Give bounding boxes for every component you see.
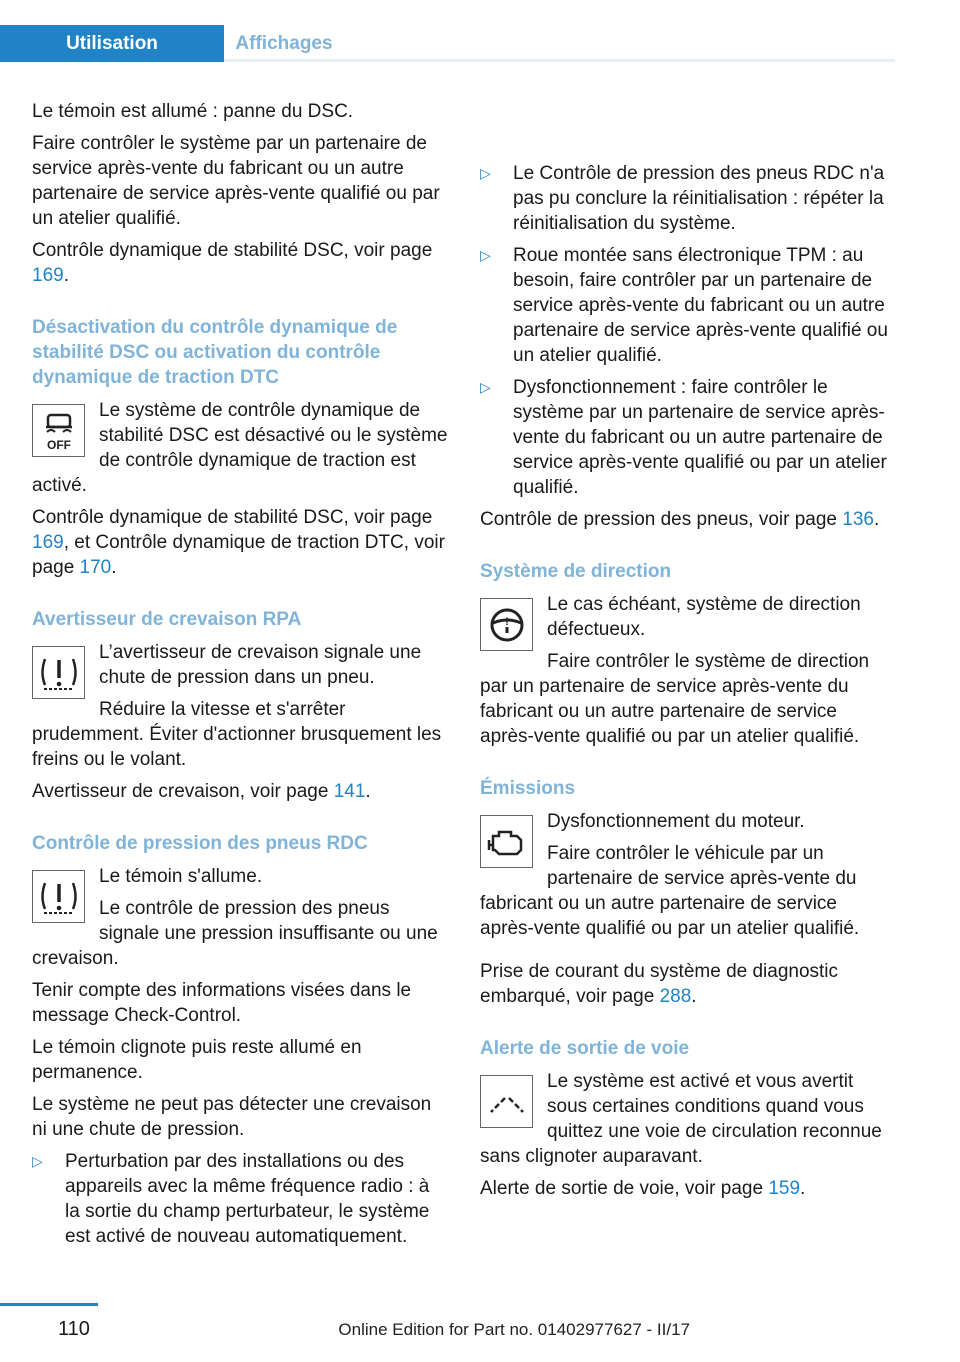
tab-affichages[interactable]: Affichages: [235, 33, 333, 54]
paragraph: Le témoin s'allume.: [99, 866, 263, 887]
tire-pressure-warning-icon: [32, 646, 85, 699]
paragraph: Faire contrôler le système par un partenaire de service après-vente du fabricant ou un autre partenaire de service après-vente qualifié ou par un atelier qualifié.: [32, 133, 440, 229]
engine-warning-icon: [480, 815, 533, 868]
tab-underline: [224, 59, 895, 62]
paragraph: Le système ne peut pas détecter une crevaison ni une chute de pression.: [32, 1094, 432, 1140]
triangle-bullet-icon: ▷: [480, 379, 491, 395]
paragraph: Le système est activé et vous avertit sous certaines conditions quand vous quittez une voie de circulation reconnue sans clignoter auparavant.: [480, 1071, 882, 1167]
triangle-bullet-icon: ▷: [480, 247, 491, 263]
paragraph: Le contrôle de pression des pneus signale une pression insuffisante ou une crevaison.: [32, 898, 438, 969]
bullet-list: [32, 1149, 448, 1249]
page-link[interactable]: 169: [32, 532, 64, 553]
dsc-off-icon: [32, 404, 85, 457]
paragraph: Faire contrôler le véhicule par un partenaire de service après-vente du fabricant ou un autre partenaire de service après-vente qualifié ou par un atelier qualifié.: [480, 843, 860, 939]
edition-note: Online Edition for Part no. 01402977627 - II/17: [338, 1320, 690, 1339]
triangle-bullet-icon: ▷: [480, 165, 491, 181]
tab-utilisation[interactable]: Utilisation: [0, 25, 224, 62]
paragraph: Contrôle dynamique de stabilité DSC, voir page 169.: [32, 240, 433, 286]
page-link[interactable]: 170: [79, 557, 112, 578]
paragraph: Prise de courant du système de diagnostic embarqué, voir page 288.: [480, 961, 839, 1007]
list-item: ▷ Roue montée sans électronique TPM : au besoin, faire contrôler par un partenaire de service après-vente du fabricant ou un autre partenaire de service après-vente qualifié ou un atelier qualifié.: [480, 245, 888, 366]
paragraph: Contrôle dynamique de stabilité DSC, voir page 169, et Contrôle dynamique de traction DTC, voir page 170.: [32, 507, 445, 578]
triangle-bullet-icon: ▷: [32, 1153, 43, 1169]
paragraph: L’avertisseur de crevaison signale une chute de pression dans un pneu.: [99, 642, 422, 688]
section-heading: Système de direction: [480, 561, 672, 582]
paragraph: Le témoin clignote puis reste allumé en permanence.: [32, 1037, 362, 1083]
header-tabs: [0, 25, 895, 62]
paragraph: Le cas échéant, système de direction défectueux.: [547, 594, 861, 640]
list-item: ▷ Perturbation par des installations ou des appareils avec la même fréquence radio : à la sortie du champ perturbateur, le système est activé de nouveau automatiquement.: [32, 1151, 430, 1247]
section-heading: Émissions: [480, 778, 576, 799]
left-column: [32, 99, 448, 1256]
paragraph: Le témoin est allumé : panne du DSC.: [32, 101, 354, 122]
section-heading: Avertisseur de crevaison RPA: [32, 609, 302, 630]
svg-text:OFF: OFF: [46, 437, 71, 452]
page-link[interactable]: 141: [333, 781, 366, 802]
steering-wheel-warning-icon: [480, 598, 533, 651]
page-link[interactable]: 136: [842, 509, 874, 530]
paragraph: Alerte de sortie de voie, voir page 159.: [480, 1178, 806, 1199]
page-link[interactable]: 159: [768, 1178, 801, 1199]
page-link[interactable]: 169: [32, 265, 64, 286]
page-link[interactable]: 288: [659, 986, 692, 1007]
tire-pressure-monitor-icon: [32, 870, 85, 923]
lane-departure-icon: [480, 1075, 533, 1128]
right-column-content: [480, 161, 896, 1208]
section-heading: Contrôle de pression des pneus RDC: [32, 833, 368, 854]
paragraph: Dysfonctionnement du moteur.: [547, 811, 805, 832]
svg-text:!: !: [504, 615, 509, 628]
section-heading: Alerte de sortie de voie: [480, 1038, 690, 1059]
list-item: ▷ Dysfonctionnement : faire contrôler le système par un partenaire de service après-vente du fabricant ou un autre partenaire de service après-vente qualifié ou par un atelier qualifié.: [480, 377, 887, 498]
section-heading: Désactivation du contrôle dynamique de stabilité DSC ou activation du contrôle dynamique de traction DTC: [32, 317, 398, 388]
paragraph: Le système de contrôle dynamique de stabilité DSC est désactivé ou le système de contrôle dynamique de traction est activé.: [32, 400, 448, 496]
paragraph: Réduire la vitesse et s'arrêter prudemment. Éviter d'actionner brusquement les freins ou le volant.: [32, 699, 442, 770]
page-number: 110: [58, 1318, 90, 1340]
footer-rule: [0, 1303, 98, 1306]
list-item: ▷ Le Contrôle de pression des pneus RDC n'a pas pu conclure la réinitialisation : répéter la réinitialisation du système.: [480, 163, 885, 234]
paragraph: Contrôle de pression des pneus, voir page 136.: [480, 509, 880, 530]
paragraph: Tenir compte des informations visées dans le message Check-Control.: [32, 980, 412, 1026]
paragraph: Avertisseur de crevaison, voir page 141.: [32, 781, 371, 802]
bullet-list: [480, 161, 896, 500]
paragraph: Faire contrôler le système de direction par un partenaire de service après-vente du fabricant ou un autre partenaire de service après-vente qualifié ou par un atelier qualifié.: [480, 651, 870, 747]
